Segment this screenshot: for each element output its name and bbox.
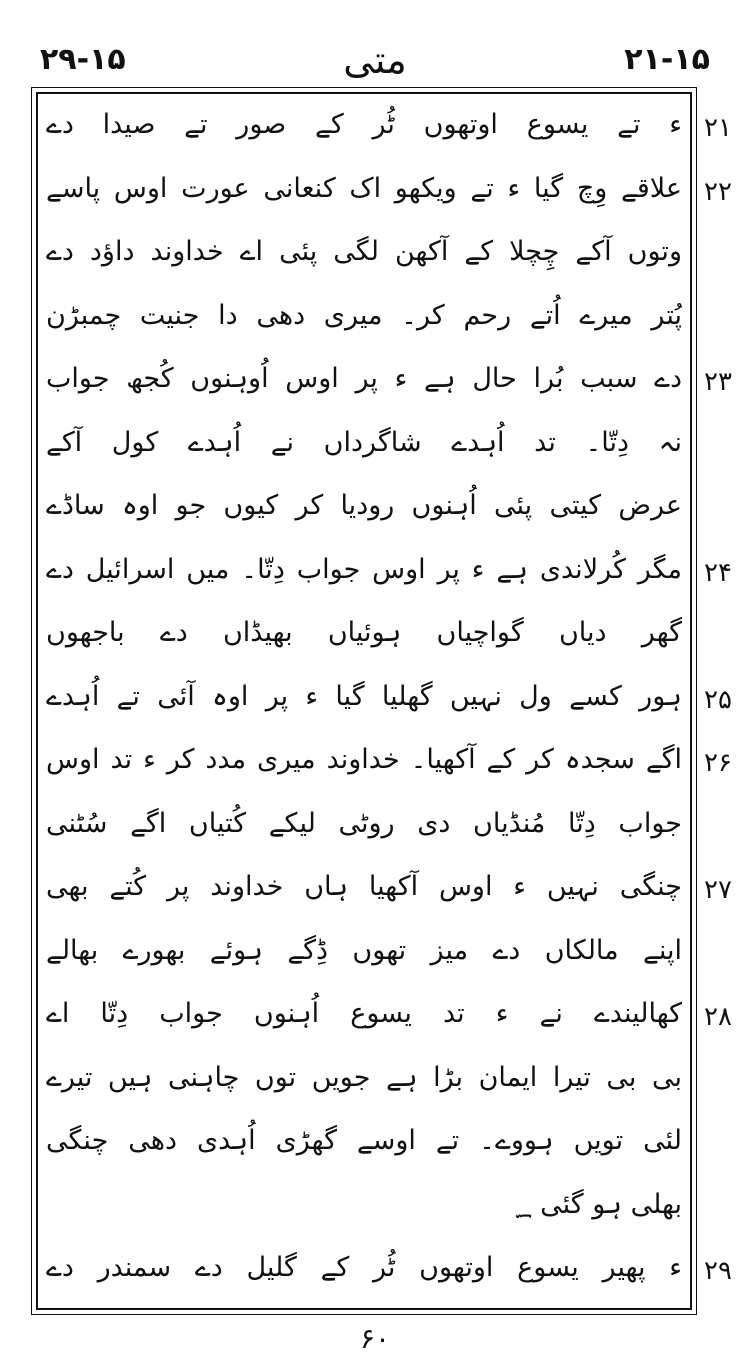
text-line: ہور کسے ول نہیں گھلیا گیا ء پر اوہ آئی تے اُہدے bbox=[46, 680, 682, 712]
verse-number: ۲۱ bbox=[704, 113, 732, 143]
text-line: بھلی ہو گئی ؁ bbox=[515, 1188, 682, 1220]
text-line: جواب دِتّا مُنڈیاں دی روٹی لیکے کُتیاں اگے سُٹنی bbox=[46, 807, 682, 839]
header-verse-range-right: ۲۱-۱۵ bbox=[624, 42, 710, 77]
text-line: علاقے وِچ گیا ء تے ویکھو اک کنعانی عورت اوس پاسے bbox=[46, 172, 682, 204]
text-line: گھر دیاں گواچیاں ہوئیاں بھیڈاں دے باجھوں bbox=[46, 617, 682, 648]
verse-number: ۲۸ bbox=[704, 1002, 732, 1032]
text-line: بی بی تیرا ایمان بڑا ہے جویں توں چاہنی ہیں تیرے bbox=[46, 1061, 682, 1093]
text-line: اگے سجدہ کر کے آکھیا۔ خداوند میری مدد کر ء تد اوس bbox=[46, 744, 682, 775]
text-line: کھالیندے نے ء تد یسوع اُہنوں جواب دِتّا اے bbox=[46, 998, 682, 1029]
verse-number: ۲۹ bbox=[704, 1256, 732, 1286]
text-line: ء پھیر یسوع اوتھوں ٹُر کے گلیل دے سمندر دے bbox=[46, 1252, 682, 1283]
text-line: ء تے یسوع اوتھوں ٹُر کے صور تے صیدا دے bbox=[46, 109, 682, 140]
text-line: چنگی نہیں ء اوس آکھیا ہاں خداوند پر کُتے بھی bbox=[46, 871, 682, 902]
verse-number: ۲۳ bbox=[704, 367, 732, 397]
verse-number: ۲۴ bbox=[704, 557, 732, 588]
text-line: مگر کُرلاندی ہے ء پر اوس جواب دِتّا۔ میں اسرائیل دے bbox=[46, 553, 682, 585]
text-line: اپنے مالکاں دے میز تھوں ڈِگے ہوئے بھورے بھالے bbox=[46, 934, 682, 966]
page-number: ۶۰ bbox=[359, 1322, 391, 1355]
text-line: نہ دِتّا۔ تد اُہدے شاگرداں نے اُہدے کول آکے bbox=[46, 426, 682, 458]
verse-number: ۲۶ bbox=[704, 748, 732, 778]
text-line: وتوں آکے چِچلا کے آکھن لگی پئی اے خداوند داؤد دے bbox=[46, 236, 682, 267]
text-line: دے سبب بُرا حال ہے ء پر اوس اُوہنوں کُجھ جواب bbox=[46, 363, 682, 394]
verse-number: ۲۷ bbox=[704, 875, 732, 905]
page-header bbox=[0, 30, 750, 90]
verse-number: ۲۲ bbox=[704, 176, 732, 207]
header-book-title: متی bbox=[343, 38, 407, 82]
header-verse-range-left: ۲۹-۱۵ bbox=[40, 42, 126, 77]
text-line: عرض کیتی پئی اُہنوں رودیا کر کیوں جو اوہ ساڈے bbox=[46, 490, 682, 521]
text-line: لئی تویں ہووے۔ تے اوسے گھڑی اُہدی دھی چنگی bbox=[46, 1125, 682, 1156]
verse-number: ۲۵ bbox=[704, 684, 732, 715]
text-line: پُتر میرے اُتے رحم کر۔ میری دھی دا جنیت چمبڑن bbox=[46, 299, 682, 331]
